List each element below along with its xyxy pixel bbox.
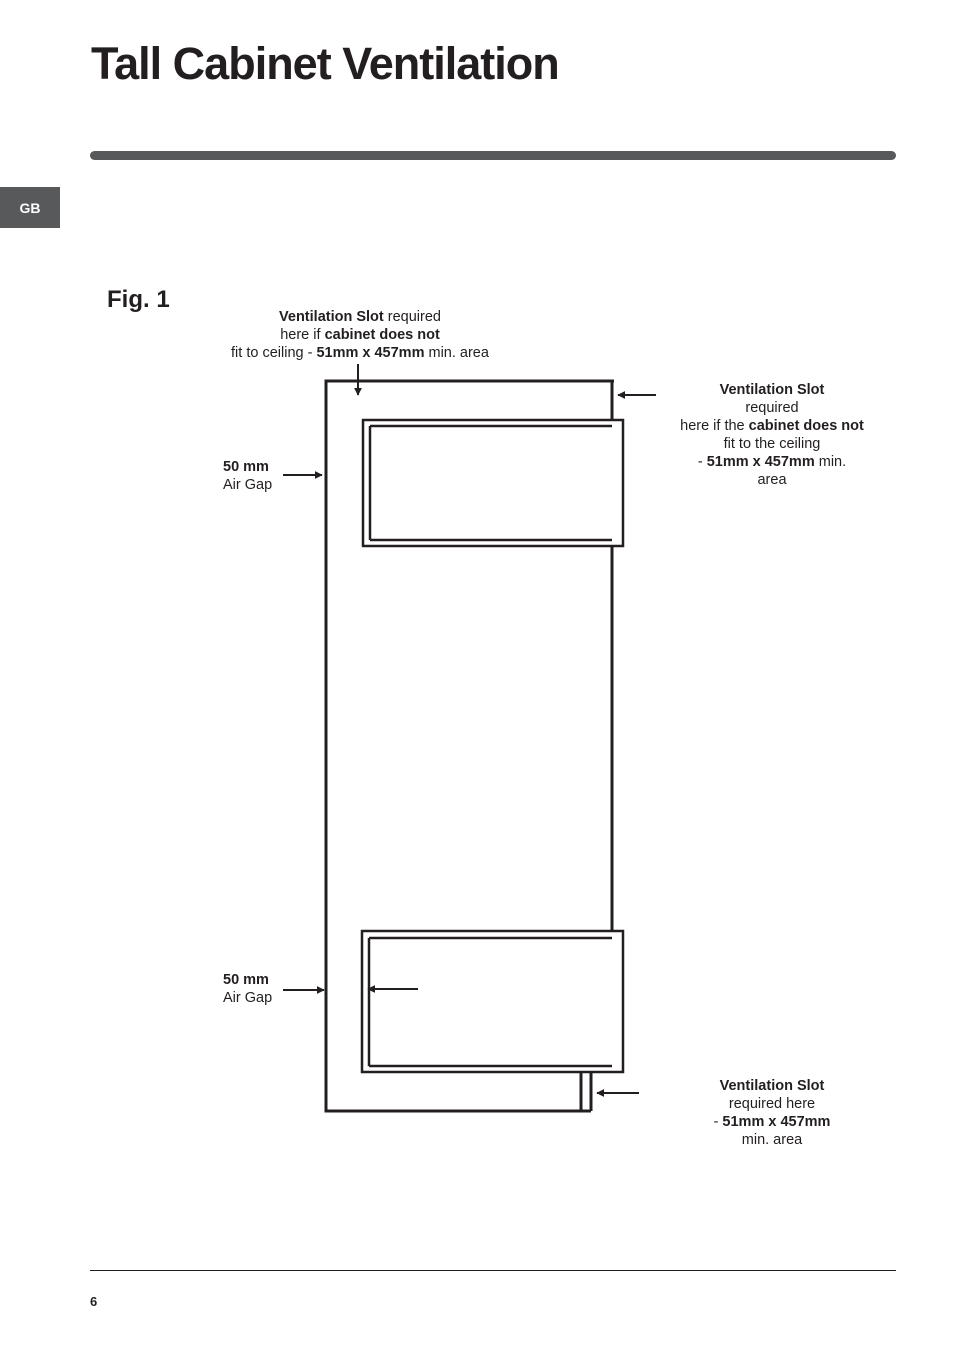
note-text: required [383, 309, 441, 325]
note-bold: cabinet does not [324, 327, 440, 343]
arrows [283, 364, 656, 1093]
air-gap-label: Air Gap [223, 477, 273, 493]
note-text: min. area [424, 345, 489, 361]
note-text: fit to the ceiling [723, 436, 821, 452]
upper-appliance [363, 420, 623, 546]
note-bold: 51mm x 457mm [316, 345, 425, 361]
note-bold: 51mm x 457mm [706, 454, 815, 470]
note-text: required here [728, 1096, 816, 1112]
note-bold: Ventilation Slot [719, 382, 825, 398]
page-title: Tall Cabinet Ventilation [91, 38, 559, 89]
figure-label: Fig. 1 [107, 286, 170, 313]
air-gap-value: 50 mm [223, 972, 269, 988]
air-gap-value: 50 mm [223, 459, 269, 475]
note-text: here if the [680, 418, 749, 434]
note-text: here if [280, 327, 325, 343]
language-tab: GB [0, 187, 60, 228]
note-text: fit to ceiling - [231, 345, 317, 361]
air-gap-label: Air Gap [223, 990, 273, 1006]
note-text: required [745, 400, 799, 416]
note-bold: cabinet does not [748, 418, 864, 434]
note-text: area [757, 472, 787, 488]
note-text: min. area [741, 1132, 803, 1148]
footer-divider [90, 1270, 896, 1271]
page-number: 6 [90, 1294, 98, 1309]
note-text: min. [814, 454, 847, 470]
note-bold: 51mm x 457mm [722, 1114, 831, 1130]
note-text: - [697, 454, 707, 470]
note-text: - [713, 1114, 723, 1130]
note-bold: Ventilation Slot [719, 1078, 825, 1094]
lower-appliance [362, 931, 623, 1072]
note-bold: Ventilation Slot [279, 309, 384, 325]
